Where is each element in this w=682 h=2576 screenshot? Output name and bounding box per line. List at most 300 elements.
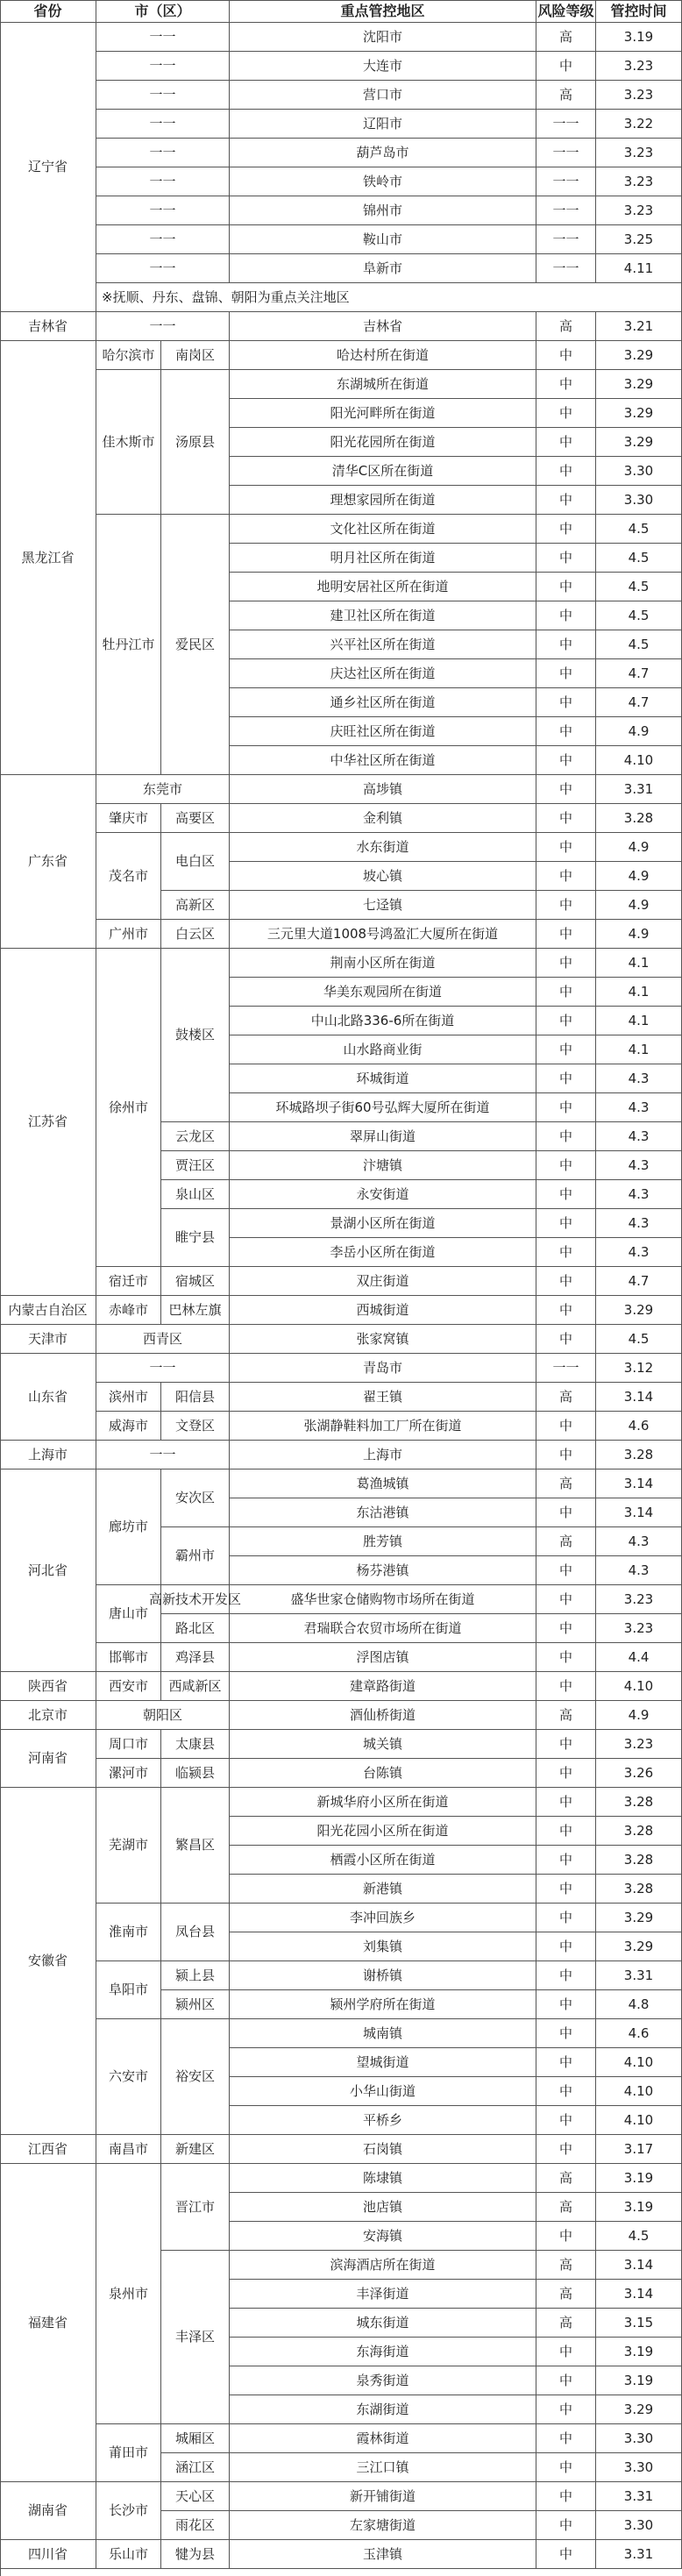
area-cell: 东海街道 — [230, 2338, 536, 2366]
area-cell: 高埗镇 — [230, 775, 536, 804]
province-cell: 河南省 — [0, 1730, 96, 1788]
area-cell: 丰泽街道 — [230, 2280, 536, 2309]
level-cell: 中 — [536, 1325, 596, 1354]
date-cell: 4.5 — [596, 544, 682, 573]
area-cell: 沈阳市 — [230, 23, 536, 52]
district-cell: 太康县 — [161, 1730, 230, 1759]
area-cell: 酒仙桥街道 — [230, 1701, 536, 1730]
area-cell: 清华C区所在街道 — [230, 457, 536, 486]
area-cell: 谢桥镇 — [230, 1961, 536, 1990]
date-cell: 4.3 — [596, 1122, 682, 1151]
level-cell: 中 — [536, 833, 596, 862]
province-cell: 陕西省 — [0, 1672, 96, 1701]
level-cell: 中 — [536, 1817, 596, 1846]
district-cell: 天心区 — [161, 2482, 230, 2511]
date-cell: 4.7 — [596, 659, 682, 688]
city-cell: 一一 — [96, 52, 230, 81]
level-cell: 中 — [536, 486, 596, 515]
area-cell: 坡心镇 — [230, 862, 536, 891]
area-cell: 杨芬港镇 — [230, 1556, 536, 1585]
date-cell: 3.14 — [596, 1469, 682, 1498]
city-cell: 淮南市 — [96, 1904, 161, 1961]
area-cell: 锦州市 — [230, 196, 536, 225]
area-cell: 泉秀街道 — [230, 2366, 536, 2395]
level-cell: 一一 — [536, 139, 596, 167]
header-province: 省份 — [0, 0, 96, 23]
level-cell: 中 — [536, 1585, 596, 1614]
date-cell: 3.31 — [596, 775, 682, 804]
area-cell: 鞍山市 — [230, 225, 536, 254]
level-cell: 一一 — [536, 254, 596, 283]
date-cell: 3.29 — [596, 2395, 682, 2424]
level-cell: 一一 — [536, 1354, 596, 1383]
area-cell: 庆旺社区所在街道 — [230, 717, 536, 746]
area-cell: 左家塘街道 — [230, 2511, 536, 2540]
date-cell: 3.26 — [596, 1759, 682, 1788]
city-cell: 西青区 — [96, 1325, 230, 1354]
level-cell: 中 — [536, 717, 596, 746]
level-cell: 中 — [536, 1441, 596, 1469]
area-cell: 哈达村所在街道 — [230, 341, 536, 370]
area-cell: 通乡社区所在街道 — [230, 688, 536, 717]
date-cell: 4.7 — [596, 1267, 682, 1296]
header-level: 风险等级 — [536, 0, 596, 23]
district-cell: 巴林左旗 — [161, 1296, 230, 1325]
date-cell: 4.10 — [596, 2106, 682, 2135]
date-cell: 3.30 — [596, 486, 682, 515]
area-cell: 翟王镇 — [230, 1383, 536, 1412]
province-cell: 上海市 — [0, 1441, 96, 1469]
area-cell: 小华山街道 — [230, 2077, 536, 2106]
level-cell: 中 — [536, 428, 596, 457]
date-cell: 4.4 — [596, 1643, 682, 1672]
date-cell: 4.1 — [596, 1007, 682, 1035]
area-cell: 三江口镇 — [230, 2453, 536, 2482]
city-cell: 一一 — [96, 1441, 230, 1469]
city-cell: 一一 — [96, 1354, 230, 1383]
date-cell: 3.14 — [596, 1498, 682, 1527]
level-cell: 中 — [536, 1904, 596, 1932]
date-cell: 3.30 — [596, 457, 682, 486]
district-cell: 汤原县 — [161, 370, 230, 515]
province-cell: 北京市 — [0, 1701, 96, 1730]
city-cell: 芜湖市 — [96, 1788, 161, 1904]
province-cell: 辽宁省 — [0, 23, 96, 312]
level-cell: 中 — [536, 949, 596, 978]
level-cell: 中 — [536, 1296, 596, 1325]
area-cell: 栖霞小区所在街道 — [230, 1846, 536, 1875]
level-cell: 中 — [536, 2048, 596, 2077]
city-cell: 朝阳区 — [96, 1701, 230, 1730]
city-cell: 一一 — [96, 167, 230, 196]
city-cell: 莆田市 — [96, 2424, 161, 2482]
area-cell: 霞林街道 — [230, 2424, 536, 2453]
level-cell: 中 — [536, 1238, 596, 1267]
level-cell: 一一 — [536, 196, 596, 225]
date-cell: 4.3 — [596, 1209, 682, 1238]
date-cell: 4.9 — [596, 833, 682, 862]
level-cell: 高 — [536, 312, 596, 341]
city-cell: 东莞市 — [96, 775, 230, 804]
district-cell: 凤台县 — [161, 1904, 230, 1961]
level-cell: 中 — [536, 920, 596, 949]
level-cell: 中 — [536, 1498, 596, 1527]
area-cell: 中华社区所在街道 — [230, 746, 536, 775]
district-cell: 南岗区 — [161, 341, 230, 370]
city-cell: 滨州市 — [96, 1383, 161, 1412]
city-cell: 一一 — [96, 110, 230, 139]
level-cell: 中 — [536, 688, 596, 717]
city-cell: 宿迁市 — [96, 1267, 161, 1296]
date-cell: 4.3 — [596, 1151, 682, 1180]
level-cell: 中 — [536, 2222, 596, 2251]
date-cell: 3.23 — [596, 1730, 682, 1759]
city-cell: 一一 — [96, 312, 230, 341]
level-cell: 中 — [536, 804, 596, 833]
area-cell: 新城华府小区所在街道 — [230, 1788, 536, 1817]
area-cell: 阳光花园小区所在街道 — [230, 1817, 536, 1846]
level-cell: 中 — [536, 775, 596, 804]
province-cell: 安徽省 — [0, 1788, 96, 2135]
district-cell: 宿城区 — [161, 1267, 230, 1296]
area-cell: 明月社区所在街道 — [230, 544, 536, 573]
city-cell: 徐州市 — [96, 949, 161, 1267]
date-cell: 3.23 — [596, 196, 682, 225]
province-cell: 内蒙古自治区 — [0, 1296, 96, 1325]
area-cell: 景湖小区所在街道 — [230, 1209, 536, 1238]
area-cell: 三元里大道1008号鸿盈汇大厦所在街道 — [230, 920, 536, 949]
province-cell: 天津市 — [0, 1325, 96, 1354]
area-cell: 环城街道 — [230, 1064, 536, 1093]
city-cell: 乐山市 — [96, 2540, 161, 2569]
area-cell: 东湖城所在街道 — [230, 370, 536, 399]
date-cell: 4.11 — [596, 254, 682, 283]
area-cell: 滨海酒店所在街道 — [230, 2251, 536, 2280]
level-cell: 中 — [536, 457, 596, 486]
date-cell: 4.5 — [596, 573, 682, 601]
area-cell: 汴塘镇 — [230, 1151, 536, 1180]
date-cell: 3.30 — [596, 2511, 682, 2540]
date-cell: 3.31 — [596, 1961, 682, 1990]
province-cell: 江西省 — [0, 2135, 96, 2164]
level-cell: 中 — [536, 1267, 596, 1296]
area-cell: 吉林省 — [230, 312, 536, 341]
area-cell: 阳光花园所在街道 — [230, 428, 536, 457]
district-cell: 爱民区 — [161, 515, 230, 775]
area-cell: 安海镇 — [230, 2222, 536, 2251]
district-cell: 路北区 — [161, 1614, 230, 1643]
area-cell: 石岗镇 — [230, 2135, 536, 2164]
date-cell: 3.12 — [596, 1354, 682, 1383]
area-cell: 玉津镇 — [230, 2540, 536, 2569]
city-cell: 邯郸市 — [96, 1643, 161, 1672]
area-cell: 建章路街道 — [230, 1672, 536, 1701]
district-cell: 安次区 — [161, 1469, 230, 1527]
city-cell: 一一 — [96, 81, 230, 110]
city-cell: 一一 — [96, 139, 230, 167]
level-cell: 中 — [536, 1759, 596, 1788]
province-cell: 江苏省 — [0, 949, 96, 1296]
district-cell: 雨花区 — [161, 2511, 230, 2540]
date-cell: 4.3 — [596, 1556, 682, 1585]
date-cell: 3.22 — [596, 110, 682, 139]
district-cell: 裕安区 — [161, 2019, 230, 2135]
city-cell: 六安市 — [96, 2019, 161, 2135]
level-cell: 中 — [536, 2511, 596, 2540]
district-cell: 新建区 — [161, 2135, 230, 2164]
level-cell: 中 — [536, 2106, 596, 2135]
date-cell: 3.23 — [596, 1614, 682, 1643]
date-cell: 3.31 — [596, 2540, 682, 2569]
level-cell: 中 — [536, 1209, 596, 1238]
area-cell: 上海市 — [230, 1441, 536, 1469]
city-cell: 廊坊市 — [96, 1469, 161, 1585]
date-cell: 4.3 — [596, 1093, 682, 1122]
level-cell: 中 — [536, 2395, 596, 2424]
level-cell: 中 — [536, 1932, 596, 1961]
date-cell: 3.31 — [596, 2482, 682, 2511]
district-cell: 阳信县 — [161, 1383, 230, 1412]
date-cell: 3.29 — [596, 370, 682, 399]
district-cell: 文登区 — [161, 1412, 230, 1441]
date-cell: 3.23 — [596, 1585, 682, 1614]
level-cell: 中 — [536, 515, 596, 544]
level-cell: 中 — [536, 1788, 596, 1817]
date-cell: 4.10 — [596, 2048, 682, 2077]
district-cell: 涵江区 — [161, 2453, 230, 2482]
level-cell: 中 — [536, 341, 596, 370]
date-cell: 4.10 — [596, 1672, 682, 1701]
level-cell: 高 — [536, 81, 596, 110]
date-cell: 3.29 — [596, 428, 682, 457]
area-cell: 城关镇 — [230, 1730, 536, 1759]
district-cell: 西咸新区 — [161, 1672, 230, 1701]
level-cell: 中 — [536, 1846, 596, 1875]
level-cell: 中 — [536, 2540, 596, 2569]
date-cell: 4.10 — [596, 2077, 682, 2106]
date-cell: 4.5 — [596, 601, 682, 630]
date-cell: 3.23 — [596, 139, 682, 167]
level-cell: 中 — [536, 1035, 596, 1064]
area-cell: 西城街道 — [230, 1296, 536, 1325]
date-cell: 4.3 — [596, 1064, 682, 1093]
city-cell: 西安市 — [96, 1672, 161, 1701]
date-cell: 3.28 — [596, 1441, 682, 1469]
city-cell: 周口市 — [96, 1730, 161, 1759]
area-cell: 阳光河畔所在街道 — [230, 399, 536, 428]
area-cell: 青岛市 — [230, 1354, 536, 1383]
level-cell: 中 — [536, 659, 596, 688]
level-cell: 中 — [536, 601, 596, 630]
province-cell: 湖南省 — [0, 2482, 96, 2540]
date-cell: 3.30 — [596, 2453, 682, 2482]
level-cell: 中 — [536, 1961, 596, 1990]
level-cell: 中 — [536, 1151, 596, 1180]
date-cell: 4.3 — [596, 1180, 682, 1209]
level-cell: 中 — [536, 2077, 596, 2106]
area-cell: 营口市 — [230, 81, 536, 110]
level-cell: 中 — [536, 1007, 596, 1035]
level-cell: 高 — [536, 2164, 596, 2193]
date-cell: 4.5 — [596, 2222, 682, 2251]
district-cell: 高要区 — [161, 804, 230, 833]
city-cell: 赤峰市 — [96, 1296, 161, 1325]
note-cell: ※抚顺、丹东、盘锦、朝阳为重点关注地区 — [96, 283, 682, 312]
level-cell: 中 — [536, 370, 596, 399]
province-cell: 黑龙江省 — [0, 341, 96, 775]
area-cell: 望城街道 — [230, 2048, 536, 2077]
date-cell: 4.8 — [596, 1990, 682, 2019]
date-cell: 3.14 — [596, 2280, 682, 2309]
city-cell: 哈尔滨市 — [96, 341, 161, 370]
level-cell: 中 — [536, 52, 596, 81]
level-cell: 中 — [536, 2366, 596, 2395]
city-cell: 一一 — [96, 254, 230, 283]
level-cell: 高 — [536, 1469, 596, 1498]
area-cell: 李岳小区所在街道 — [230, 1238, 536, 1267]
date-cell: 3.29 — [596, 1296, 682, 1325]
level-cell: 中 — [536, 1093, 596, 1122]
area-cell: 水东街道 — [230, 833, 536, 862]
date-cell: 4.3 — [596, 1238, 682, 1267]
district-cell: 电白区 — [161, 833, 230, 891]
date-cell: 3.19 — [596, 2164, 682, 2193]
city-cell: 南昌市 — [96, 2135, 161, 2164]
district-cell: 颍州区 — [161, 1990, 230, 2019]
level-cell: 中 — [536, 891, 596, 920]
date-cell: 3.28 — [596, 804, 682, 833]
area-cell: 华美东观园所在街道 — [230, 978, 536, 1007]
level-cell: 中 — [536, 2338, 596, 2366]
district-cell: 贾汪区 — [161, 1151, 230, 1180]
area-cell: 东沽港镇 — [230, 1498, 536, 1527]
area-cell: 永安街道 — [230, 1180, 536, 1209]
area-cell: 陈埭镇 — [230, 2164, 536, 2193]
date-cell: 3.21 — [596, 312, 682, 341]
level-cell: 中 — [536, 978, 596, 1007]
level-cell: 中 — [536, 746, 596, 775]
date-cell: 3.28 — [596, 1875, 682, 1904]
area-cell: 庆达社区所在街道 — [230, 659, 536, 688]
city-cell: 威海市 — [96, 1412, 161, 1441]
level-cell: 中 — [536, 2135, 596, 2164]
date-cell: 4.6 — [596, 1412, 682, 1441]
district-cell: 城厢区 — [161, 2424, 230, 2453]
date-cell: 4.7 — [596, 688, 682, 717]
area-cell: 盛华世家仓储购物市场所在街道 — [230, 1585, 536, 1614]
city-cell: 肇庆市 — [96, 804, 161, 833]
header-date: 管控时间 — [596, 0, 682, 23]
date-cell: 4.1 — [596, 949, 682, 978]
district-cell: 云龙区 — [161, 1122, 230, 1151]
date-cell: 4.1 — [596, 978, 682, 1007]
level-cell: 中 — [536, 1990, 596, 2019]
district-cell: 鼓楼区 — [161, 949, 230, 1122]
level-cell: 中 — [536, 1556, 596, 1585]
date-cell: 3.15 — [596, 2309, 682, 2338]
area-cell: 双庄街道 — [230, 1267, 536, 1296]
level-cell: 高 — [536, 23, 596, 52]
level-cell: 中 — [536, 399, 596, 428]
date-cell: 3.29 — [596, 341, 682, 370]
date-cell: 3.28 — [596, 1817, 682, 1846]
province-cell: 广东省 — [0, 775, 96, 949]
level-cell: 高 — [536, 1701, 596, 1730]
area-cell: 君瑞联合农贸市场所在街道 — [230, 1614, 536, 1643]
date-cell: 3.14 — [596, 1383, 682, 1412]
level-cell: 中 — [536, 2019, 596, 2048]
province-cell: 山东省 — [0, 1354, 96, 1441]
district-cell: 睢宁县 — [161, 1209, 230, 1267]
area-cell: 城南镇 — [230, 2019, 536, 2048]
city-cell: 长沙市 — [96, 2482, 161, 2540]
level-cell: 中 — [536, 1122, 596, 1151]
area-cell: 葛渔城镇 — [230, 1469, 536, 1498]
area-cell: 七迳镇 — [230, 891, 536, 920]
level-cell: 一一 — [536, 225, 596, 254]
level-cell: 中 — [536, 1614, 596, 1643]
area-cell: 环城路坝子街60号弘辉大厦所在街道 — [230, 1093, 536, 1122]
level-cell: 中 — [536, 630, 596, 659]
header-city: 市（区） — [96, 0, 230, 23]
area-cell: 刘集镇 — [230, 1932, 536, 1961]
district-cell: 高新技术开发区 — [161, 1585, 230, 1614]
district-cell: 丰泽区 — [161, 2251, 230, 2424]
date-cell: 3.28 — [596, 1846, 682, 1875]
city-cell: 一一 — [96, 225, 230, 254]
city-cell: 一一 — [96, 196, 230, 225]
level-cell: 高 — [536, 2251, 596, 2280]
area-cell: 浮图店镇 — [230, 1643, 536, 1672]
date-cell: 3.29 — [596, 1904, 682, 1932]
date-cell: 3.29 — [596, 399, 682, 428]
date-cell: 4.3 — [596, 1527, 682, 1556]
date-cell: 3.19 — [596, 2366, 682, 2395]
header-area: 重点管控地区 — [230, 0, 536, 23]
date-cell: 3.23 — [596, 167, 682, 196]
district-cell: 颍上县 — [161, 1961, 230, 1990]
date-cell: 3.17 — [596, 2135, 682, 2164]
level-cell: 高 — [536, 2309, 596, 2338]
level-cell: 中 — [536, 2424, 596, 2453]
area-cell: 建卫社区所在街道 — [230, 601, 536, 630]
city-cell: 广州市 — [96, 920, 161, 949]
date-cell: 4.5 — [596, 515, 682, 544]
area-cell: 胜芳镇 — [230, 1527, 536, 1556]
date-cell: 4.1 — [596, 1035, 682, 1064]
city-cell: 唐山市 — [96, 1585, 161, 1643]
level-cell: 一一 — [536, 110, 596, 139]
area-cell: 张家窝镇 — [230, 1325, 536, 1354]
date-cell: 4.5 — [596, 1325, 682, 1354]
date-cell: 3.30 — [596, 2424, 682, 2453]
area-cell: 金利镇 — [230, 804, 536, 833]
city-cell: 一一 — [96, 23, 230, 52]
district-cell: 晋江市 — [161, 2164, 230, 2251]
level-cell: 中 — [536, 1064, 596, 1093]
date-cell: 4.5 — [596, 630, 682, 659]
level-cell: 一一 — [536, 167, 596, 196]
province-cell: 福建省 — [0, 2164, 96, 2482]
area-cell: 新开铺街道 — [230, 2482, 536, 2511]
area-cell: 铁岭市 — [230, 167, 536, 196]
district-cell: 繁昌区 — [161, 1788, 230, 1904]
area-cell: 阜新市 — [230, 254, 536, 283]
area-cell: 文化社区所在街道 — [230, 515, 536, 544]
city-cell: 茂名市 — [96, 833, 161, 920]
date-cell: 4.9 — [596, 920, 682, 949]
province-cell: 吉林省 — [0, 312, 96, 341]
